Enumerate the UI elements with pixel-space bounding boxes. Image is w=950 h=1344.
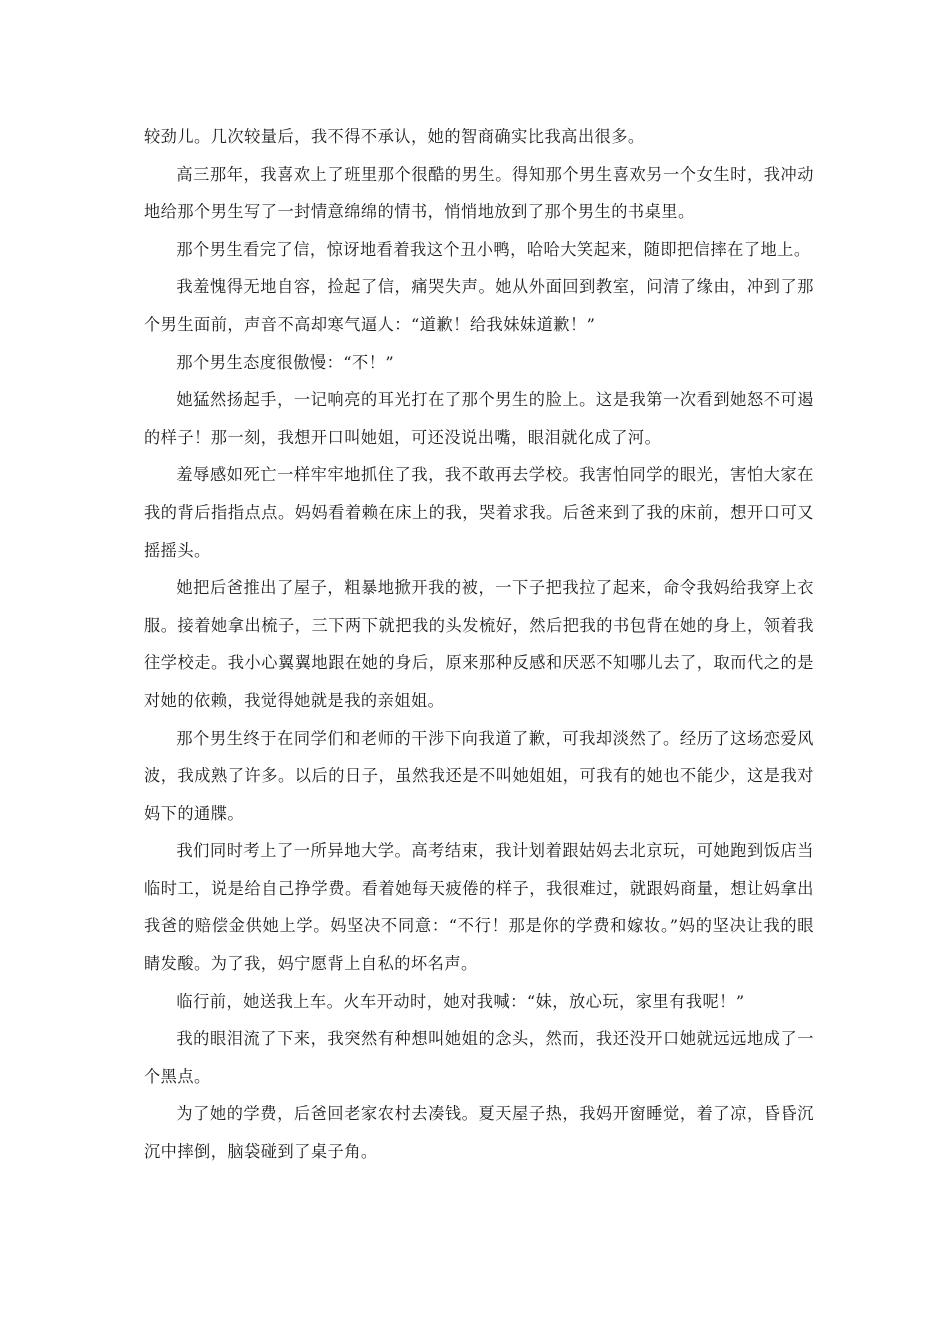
paragraph-6: 她猛然扬起手，一记响亮的耳光打在了那个男生的脸上。这是我第一次看到她怒不可遏的样子！那一刻，我想开口叫她姐，可还没说出嘴，眼泪就化成了河。 [144,390,814,447]
article-body [144,118,814,1171]
paragraph-3: 那个男生看完了信，惊讶地看着我这个丑小鸭，哈哈大笑起来，随即把信摔在了地上。 [176,239,811,259]
paragraph-4: 我羞愧得无地自容，捡起了信，痛哭失声。她从外面回到教室，问清了缘由，冲到了那个男生面前，声音不高却寒气逼人：“道歉！给我妹妹道歉！” [144,277,814,334]
paragraph-8: 她把后爸推出了屋子，粗暴地掀开我的被，一下子把我拉了起来，命令我妈给我穿上衣服。接着她拿出梳子，三下两下就把我的头发梳好，然后把我的书包背在她的身上，领着我往学校走。我小心翼翼地跟在她的身后，原来那种反感和厌恶不知哪儿去了，取而代之的是对她的依赖，我觉得她就是我的亲姐姐。 [144,578,814,710]
paragraph-9: 那个男生终于在同学们和老师的干涉下向我道了歉，可我却淡然了。经历了这场恋爱风波，我成熟了许多。以后的日子，虽然我还是不叫她姐姐，可我有的她也不能少，这是我对妈下的通牒。 [144,728,814,823]
paragraph-10: 我们同时考上了一所异地大学。高考结束，我计划着跟姑妈去北京玩，可她跑到饭店当临时工，说是给自己挣学费。看着她每天疲倦的样子，我很难过，就跟妈商量，想让妈拿出我爸的赔偿金供她上学。妈坚决不同意：“不行！那是你的学费和嫁妆。”妈的坚决让我的眼睛发酸。为了我，妈宁愿背上自私的坏名声。 [144,841,814,974]
paragraph-11: 临行前，她送我上车。火车开动时，她对我喊：“妹，放心玩，家里有我呢！” [176,991,745,1011]
paragraph-12: 我的眼泪流了下来，我突然有种想叫她姐的念头，然而，我还没开口她就远远地成了一个黑点。 [144,1029,814,1086]
paragraph-1: 较劲儿。几次较量后，我不得不承认，她的智商确实比我高出很多。 [144,127,645,146]
paragraph-13: 为了她的学费，后爸回老家农村去凑钱。夏天屋子热，我妈开窗睡觉，着了凉，昏昏沉沉中摔倒，脑袋碰到了桌子角。 [144,1104,814,1162]
paragraph-5: 那个男生态度很傲慢：“不！” [176,352,395,372]
paragraph-7: 羞辱感如死亡一样牢牢地抓住了我，我不敢再去学校。我害怕同学的眼光，害怕大家在我的背后指指点点。妈妈看着赖在床上的我，哭着求我。后爸来到了我的床前，想开口可又摇摇头。 [144,465,814,560]
paragraph-2: 高三那年，我喜欢上了班里那个很酷的男生。得知那个男生喜欢另一个女生时，我冲动地给那个男生写了一封情意绵绵的情书，悄悄地放到了那个男生的书桌里。 [144,164,814,222]
